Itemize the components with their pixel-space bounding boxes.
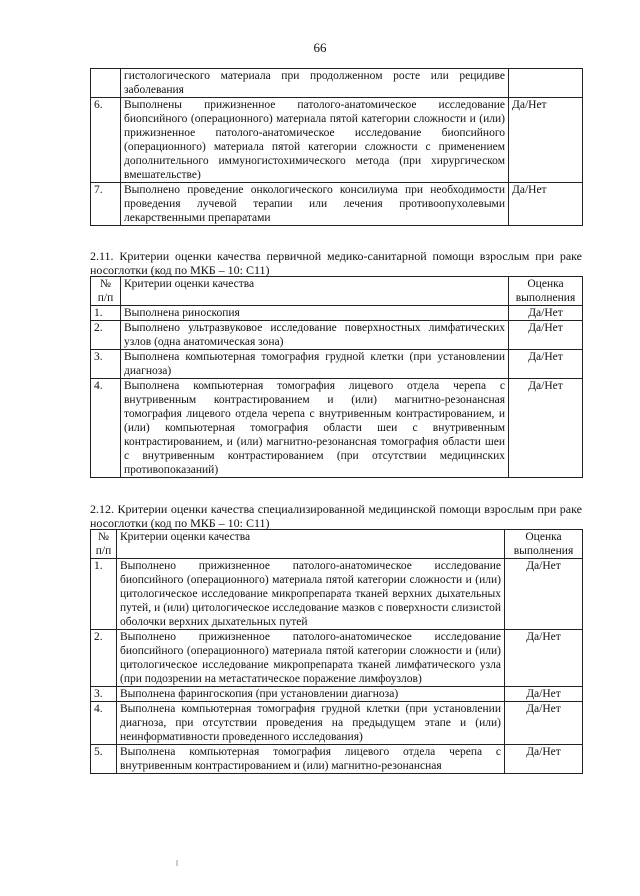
criterion-text: Выполнены прижизненное патолого-анатомическое исследование биопсийного (операционного) материала пятой категории сложности и (или) прижизненное патолого-анатомическое исследование биопсийного (операционного) материала пятой категории сложности с применением дополнительного иммуногистохимического метода (при хирургическом вмешательстве)	[121, 98, 509, 183]
scan-mark	[176, 860, 178, 866]
header-result: Оценка выполнения	[505, 530, 583, 559]
criterion-text: Выполнено проведение онкологического консилиума при необходимости проведения лучевой терапии или лечения противоопухолевыми лекарственными препаратами	[121, 183, 509, 226]
row-number: 1.	[91, 559, 117, 630]
criterion-text: Выполнено ультразвуковое исследование поверхностных лимфатических узлов (одна анатомическая зона)	[121, 321, 509, 350]
criterion-result: Да/Нет	[505, 559, 583, 630]
criterion-text: Выполнена компьютерная томография лицевого отдела черепа с внутривенным контрастированием и (или) магнитно-резонансная	[117, 745, 505, 774]
row-number: 1.	[91, 306, 121, 321]
criterion-text: Выполнено прижизненное патолого-анатомическое исследование биопсийного (операционного) материала пятой категории сложности и (или) цитологическое исследование микропрепарата тканей верхних дыхательных путей, и (или) цитологическое исследование мазков с поверхности слизистой оболочки верхних дыхательных путей	[117, 559, 505, 630]
criterion-result: Да/Нет	[505, 702, 583, 745]
section-title-2-12: 2.12. Критерии оценки качества специализированной медицинской помощи взрослым при раке носоглотки (код по МКБ – 10: С11)	[90, 502, 582, 530]
criterion-text: Выполнена фарингоскопия (при установлении диагноза)	[117, 687, 505, 702]
criterion-text: Выполнена компьютерная томография грудной клетки (при установлении диагноза, при отсутствии проведения на предыдущем этапе и (или) неинформативности проведенного исследования)	[117, 702, 505, 745]
criterion-result: Да/Нет	[505, 745, 583, 774]
header-number: № п/п	[91, 530, 117, 559]
criterion-result: Да/Нет	[505, 630, 583, 687]
criteria-table-2-12	[90, 529, 583, 774]
row-number: 6.	[91, 98, 121, 183]
row-number: 5.	[91, 745, 117, 774]
criterion-result: Да/Нет	[509, 306, 583, 321]
table-header-row	[91, 277, 583, 306]
table-row	[91, 745, 583, 774]
table-row	[91, 69, 583, 98]
header-number: № п/п	[91, 277, 121, 306]
row-number: 4.	[91, 379, 121, 478]
criterion-text: Выполнено прижизненное патолого-анатомическое исследование биопсийного (операционного) материала пятой категории сложности и (или) цитологическое исследование микропрепарата тканей лимфатического узла (при подозрении на метастатическое поражение лимфоузлов)	[117, 630, 505, 687]
table-row	[91, 630, 583, 687]
criterion-result: Да/Нет	[509, 379, 583, 478]
criterion-result: Да/Нет	[505, 687, 583, 702]
table-row	[91, 98, 583, 183]
header-result: Оценка выполнения	[509, 277, 583, 306]
criterion-result	[509, 69, 583, 98]
table-row	[91, 559, 583, 630]
criterion-result: Да/Нет	[509, 350, 583, 379]
row-number: 4.	[91, 702, 117, 745]
table-row	[91, 183, 583, 226]
criterion-result: Да/Нет	[509, 321, 583, 350]
row-number: 2.	[91, 321, 121, 350]
table-row	[91, 321, 583, 350]
criterion-text: гистологического материала при продолженном росте или рецидиве заболевания	[121, 69, 509, 98]
row-number: 3.	[91, 687, 117, 702]
criterion-result: Да/Нет	[509, 98, 583, 183]
criterion-text: Выполнена компьютерная томография грудной клетки (при установлении диагноза)	[121, 350, 509, 379]
criterion-text: Выполнена риноскопия	[121, 306, 509, 321]
header-criteria: Критерии оценки качества	[117, 530, 505, 559]
table-row	[91, 702, 583, 745]
row-number: 3.	[91, 350, 121, 379]
header-criteria: Критерии оценки качества	[121, 277, 509, 306]
criteria-table-continued	[90, 68, 583, 226]
row-number	[91, 69, 121, 98]
section-title-2-11: 2.11. Критерии оценки качества первичной медико-санитарной помощи взрослым при раке носоглотки (код по МКБ – 10: С11)	[90, 249, 582, 277]
row-number: 2.	[91, 630, 117, 687]
row-number: 7.	[91, 183, 121, 226]
table-row	[91, 306, 583, 321]
table-row	[91, 350, 583, 379]
criterion-text: Выполнена компьютерная томография лицевого отдела черепа с внутривенным контрастированием и (или) магнитно-резонансная томография лицевого отдела черепа с внутривенным контрастированием, и (или) компьютерная томография области шеи с внутривенным контрастированием, и (или) магнитно-резонансная томография области шеи с внутривенным контрастированием (при отсутствии медицинских противопоказаний)	[121, 379, 509, 478]
table-header-row	[91, 530, 583, 559]
table-row	[91, 379, 583, 478]
page-number: 66	[313, 40, 327, 55]
criteria-table-2-11	[90, 276, 583, 478]
criterion-result: Да/Нет	[509, 183, 583, 226]
table-row	[91, 687, 583, 702]
